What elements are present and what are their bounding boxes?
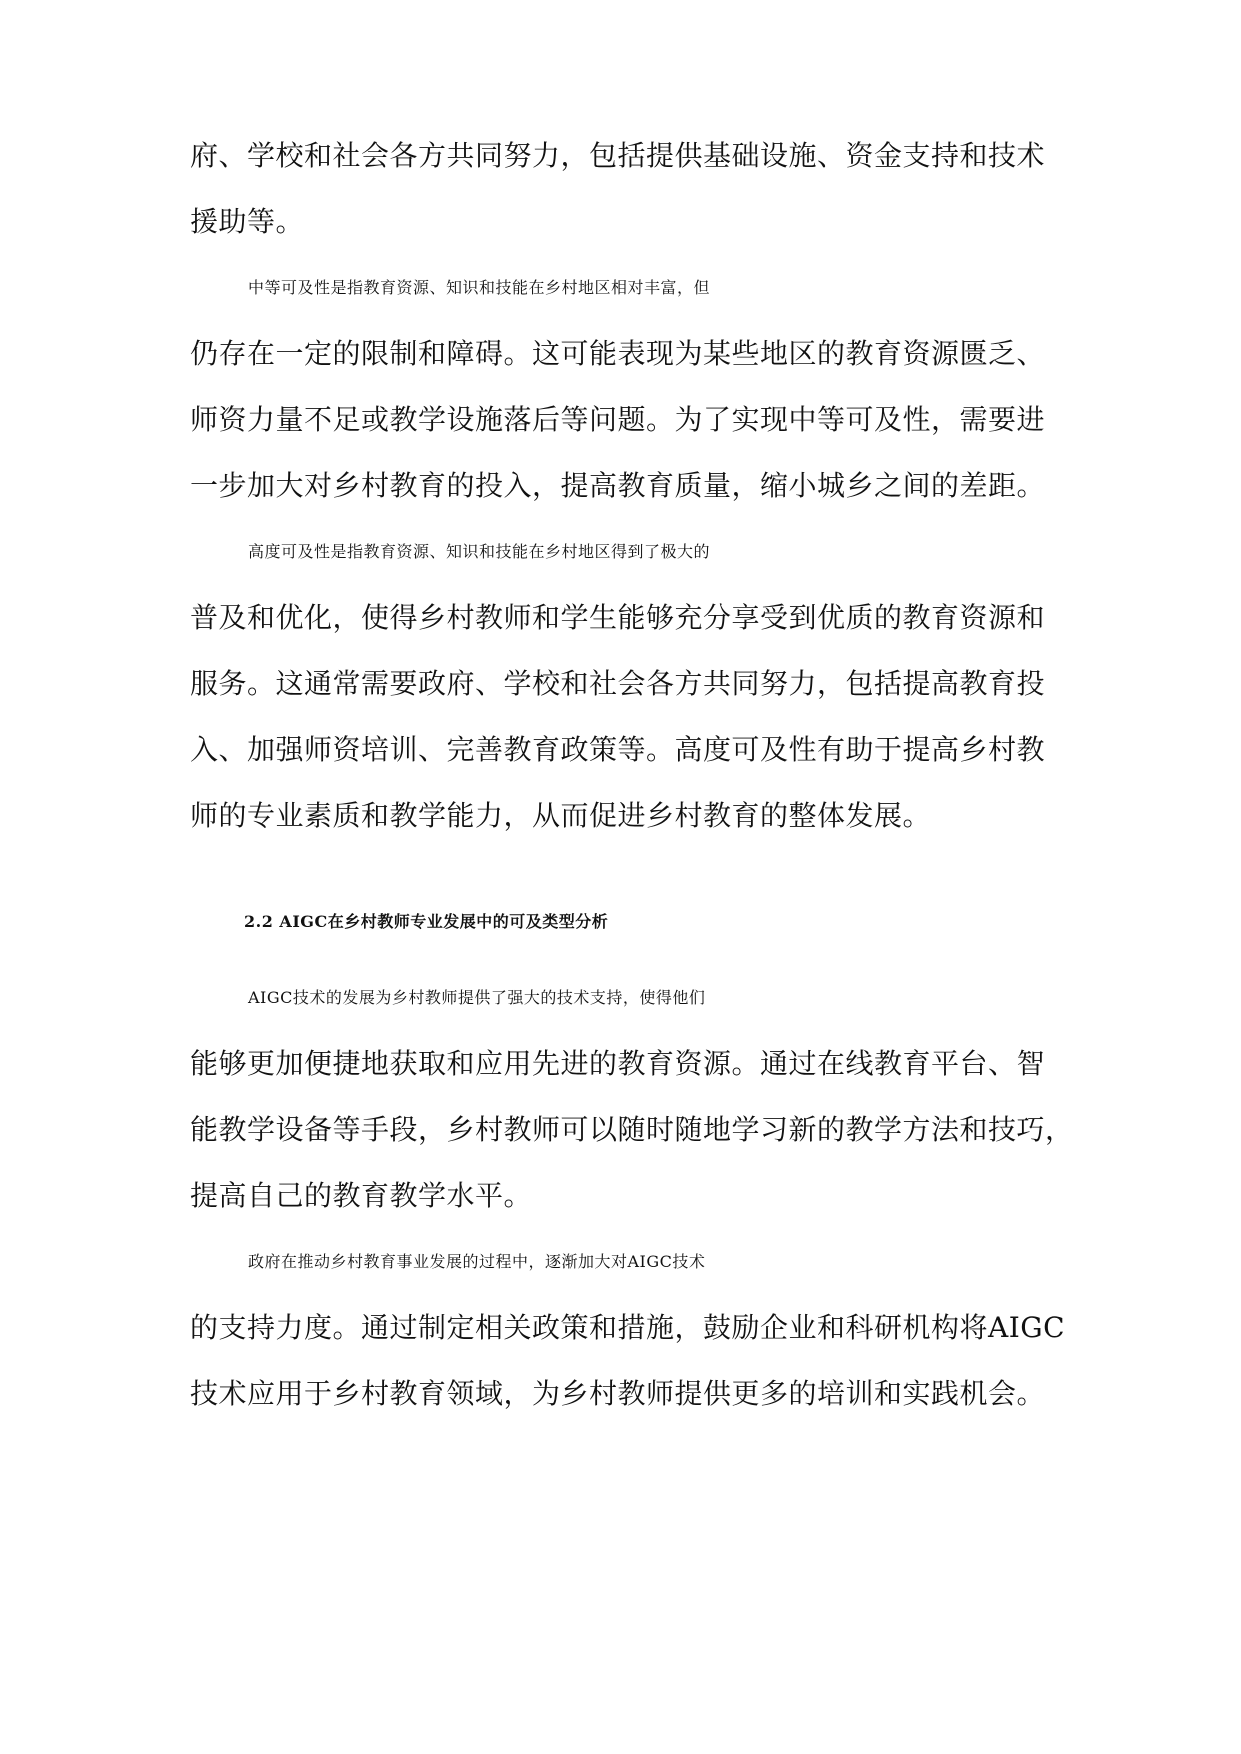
- paragraph-3-line-4: 入、加强师资培训、完善教育政策等。高度可及性有助于提高乡村教: [190, 733, 1046, 766]
- paragraph-4-line-2: 能够更加便捷地获取和应用先进的教育资源。通过在线教育平台、智: [190, 1047, 1046, 1080]
- paragraph-3-line-1: 高度可及性是指教育资源、知识和技能在乡村地区得到了极大的: [248, 542, 711, 561]
- paragraph-1-line-2: 援助等。: [190, 205, 305, 238]
- section-heading: 2.2 AIGC在乡村教师专业发展中的可及类型分析: [244, 912, 609, 931]
- paragraph-2-line-2: 仍存在一定的限制和障碍。这可能表现为某些地区的教育资源匮乏、: [190, 337, 1046, 370]
- paragraph-3-line-3: 服务。这通常需要政府、学校和社会各方共同努力，包括提高教育投: [190, 667, 1046, 700]
- paragraph-5-line-2: 的支持力度。通过制定相关政策和措施，鼓励企业和科研机构将AIGC: [190, 1311, 1066, 1344]
- paragraph-5-line-1: 政府在推动乡村教育事业发展的过程中，逐渐加大对AIGC技术: [248, 1252, 706, 1271]
- paragraph-2-line-1: 中等可及性是指教育资源、知识和技能在乡村地区相对丰富，但: [248, 278, 711, 297]
- paragraph-1-line-1: 府、学校和社会各方共同努力，包括提供基础设施、资金支持和技术: [190, 139, 1046, 172]
- paragraph-2-line-3: 师资力量不足或教学设施落后等问题。为了实现中等可及性，需要进: [190, 403, 1046, 436]
- paragraph-4-line-4: 提高自己的教育教学水平。: [190, 1179, 533, 1212]
- paragraph-4-line-3: 能教学设备等手段，乡村教师可以随时随地学习新的教学方法和技巧，: [190, 1113, 1074, 1146]
- paragraph-2-line-4: 一步加大对乡村教育的投入，提高教育质量，缩小城乡之间的差距。: [190, 469, 1046, 502]
- paragraph-3-line-5: 师的专业素质和教学能力，从而促进乡村教育的整体发展。: [190, 799, 932, 832]
- paragraph-3-line-2: 普及和优化，使得乡村教师和学生能够充分享受到优质的教育资源和: [190, 601, 1046, 634]
- paragraph-5-line-3: 技术应用于乡村教育领域，为乡村教师提供更多的培训和实践机会。: [190, 1377, 1046, 1410]
- paragraph-4-line-1: AIGC技术的发展为乡村教师提供了强大的技术支持，使得他们: [248, 988, 706, 1007]
